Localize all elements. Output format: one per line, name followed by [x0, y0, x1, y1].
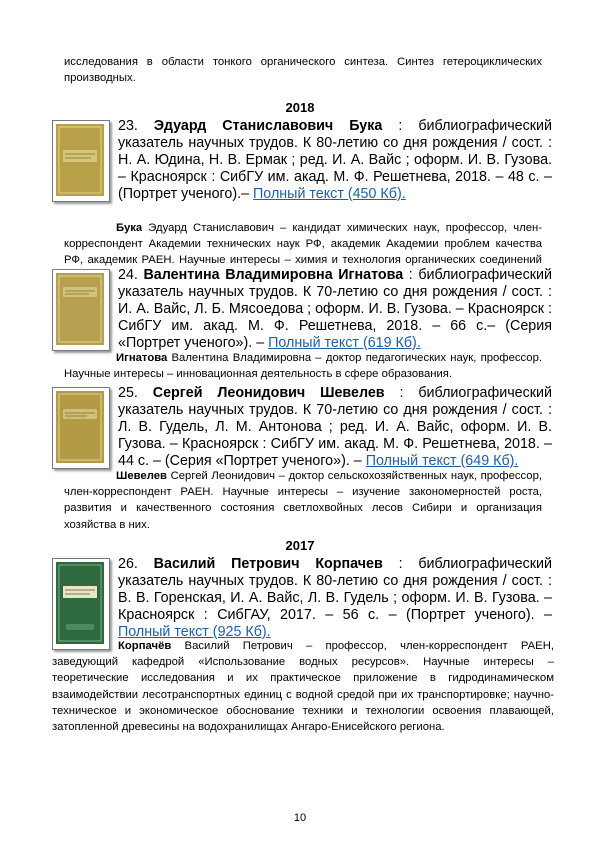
bio-text: Сергей Леонидович – доктор сельскохозяйственных наук, профессор, член-корреспондент РАЕН. Научные интересы – изучение закономерностей роста, развития и качественного состояния светлохвойных лесов Сибири и организация хозяйства в них. [64, 470, 542, 531]
entry-author: Эдуард Станиславович Бука [153, 118, 383, 134]
entry-description: : библиографический указатель научных трудов. К 80-летию со дня рождения / сост. : Н. А. Юдина, Н. В. Ермак ; ред. И. А. Вайс ; оформ. И. В. Гузова. – Красноярск : СибГУ им. акад. М. Ф. Решетнева, 2018. – 48 с. – (Портрет ученого).– [118, 118, 552, 202]
book-cover-image [56, 273, 104, 345]
entry-23-text [118, 118, 552, 203]
entry-26-text [118, 556, 552, 641]
book-cover-image [56, 562, 104, 644]
entry-25-bio [64, 468, 542, 533]
full-text-link[interactable]: Полный текст (649 Кб). [365, 453, 519, 469]
entry-23 [52, 118, 552, 203]
entry-author: Валентина Владимировна Игнатова [143, 267, 404, 283]
full-text-link[interactable]: Полный текст (925 Кб). [118, 624, 271, 640]
book-cover-image [56, 391, 104, 463]
bio-name: Бука [116, 222, 143, 234]
book-cover-thumbnail[interactable] [52, 387, 110, 469]
entry-26-bio [52, 638, 554, 735]
year-heading-2017: 2017 [285, 538, 315, 553]
entry-number: 23. [118, 118, 138, 134]
book-cover-thumbnail[interactable] [52, 558, 110, 650]
entry-24 [52, 267, 552, 352]
entry-26 [52, 556, 552, 641]
book-cover-image [56, 124, 104, 196]
entry-24-text [118, 267, 552, 352]
entry-24-bio [64, 350, 542, 382]
year-heading-2018: 2018 [285, 100, 315, 115]
book-cover-thumbnail[interactable] [52, 269, 110, 351]
bio-text: Эдуард Станиславович – кандидат химических наук, профессор, член-корреспондент Академии технических наук РФ, академик Академии проблем качества РФ, академик РАЕН. Научные интересы – химия и технология органических соединений [64, 222, 542, 267]
entry-number: 25. [118, 385, 138, 401]
bio-name: Корпачёв [118, 640, 172, 652]
entry-description: : библиографический указатель научных трудов. К 80-летию со дня рождения / сост. : В. В. Горенская, И. А. Вайс, Л. В. Гудель ; оформ. И. В. Гузова. – Красноярск : СибГАУ, 2017. – 56 с. – (Портрет ученого). – [118, 556, 552, 623]
bio-text: Валентина Владимировна – доктор педагогических наук, профессор. Научные интересы – инновационная деятельность в сфере образования. [64, 352, 542, 381]
full-text-link[interactable]: Полный текст (450 Кб). [253, 186, 406, 202]
entry-number: 26. [118, 556, 138, 572]
entry-25-text [118, 385, 552, 470]
entry-number: 24. [118, 267, 138, 283]
bio-name: Игнатова [116, 352, 168, 364]
bio-name: Шевелев [116, 470, 167, 482]
entry-25 [52, 385, 552, 470]
entry-author: Василий Петрович Корпачев [153, 556, 383, 572]
full-text-link[interactable]: Полный текст (619 Кб). [268, 335, 421, 351]
bio-text: Василий Петрович – профессор, член-корреспондент РАЕН, заведующий кафедрой «Использование водных ресурсов». Научные интересы – теоретические исследования и их практическое приложение в гидродинамическом взаимодействии лесотранспортных единиц с водной средой при их транспортировке; научно-техническое и экономическое обоснование техники и технологии освоения плавающей, затопленной древесины на водохранилищах Ангаро-Енисейского региона. [52, 640, 554, 734]
intro-paragraph: исследования в области тонкого органического синтеза. Синтез гетероциклических производных. [64, 56, 542, 85]
entry-description: : библиографический указатель научных трудов. К 70-летию со дня рождения / сост. : И. А. Вайс, Л. Б. Мясоедова ; оформ. И. В. Гузова. – Красноярск : СибГУ им. акад. М. Ф. Решетнева, 2018. – 66 с.– (Серия «Портрет ученого»). – [118, 267, 552, 351]
entry-author: Сергей Леонидович Шевелев [152, 385, 385, 401]
book-cover-thumbnail[interactable] [52, 120, 110, 202]
entry-description: : библиографический указатель научных трудов. К 70-летию со дня рождения / сост. : Л. В. Гудель, Л. М. Антонова ; ред. И. А. Вайс, оформ. И. В. Гузова. – Красноярск : СибГУ им. акад. М. Ф. Решетнева, 2018. – 44 с. – (Серия «Портрет ученого»). – [118, 385, 553, 469]
page-number: 10 [293, 812, 307, 824]
